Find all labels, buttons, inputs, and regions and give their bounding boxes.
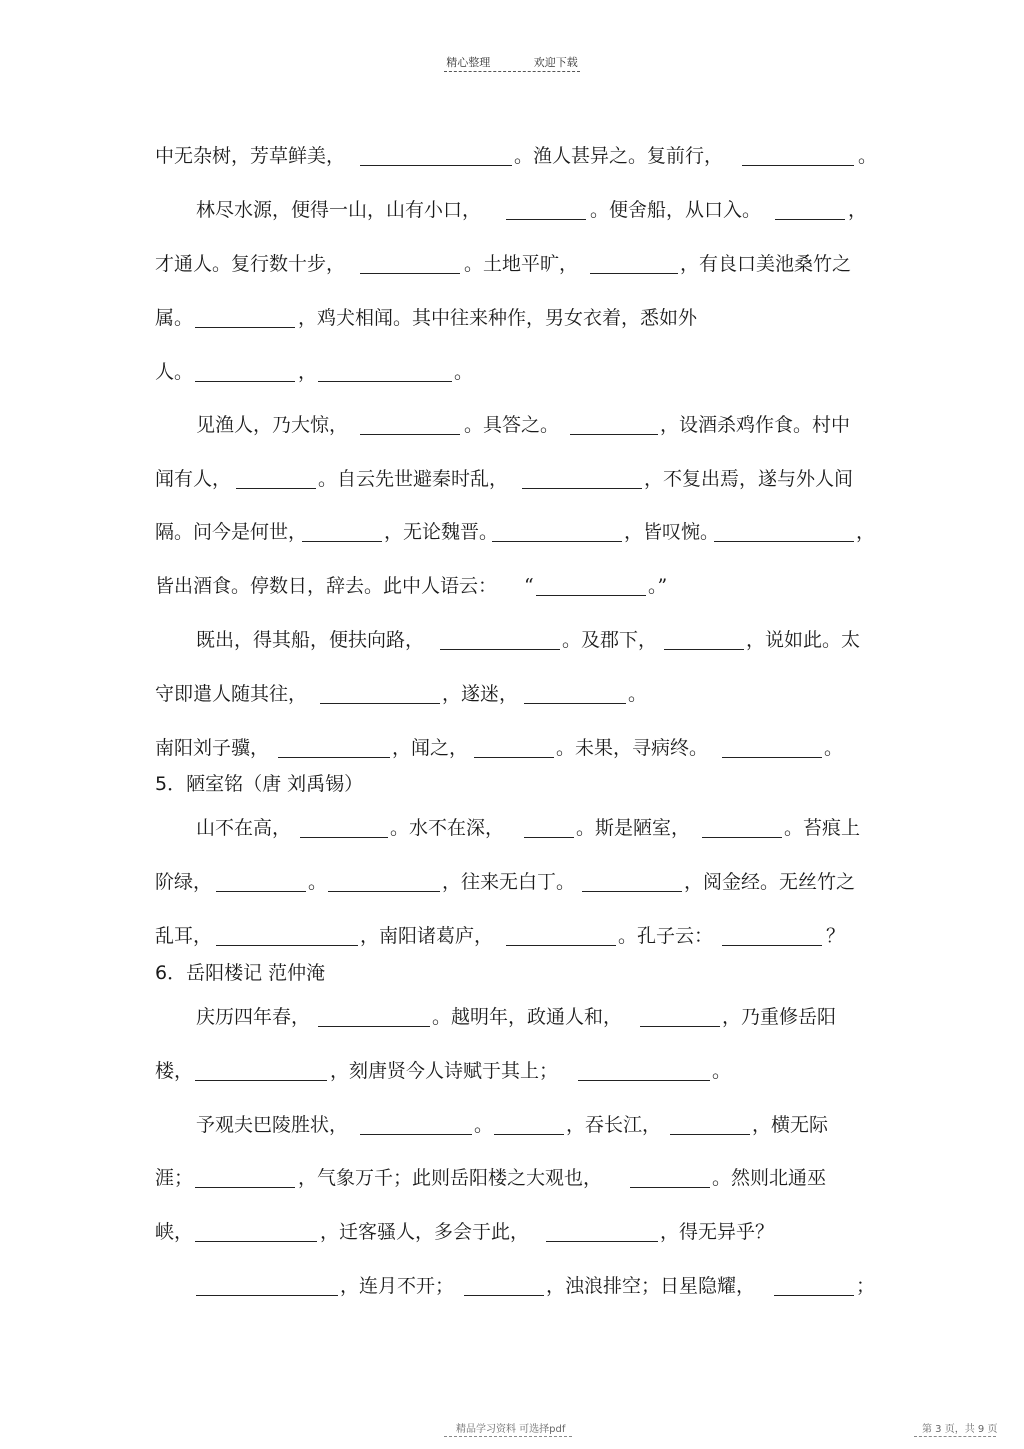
text-segment: 。水不在深， (390, 817, 505, 839)
section-heading-6: 6．岳阳楼记 范仲淹 (155, 962, 326, 984)
text-segment: ，浊浪排空；日星隐耀， (546, 1275, 756, 1297)
fill-blank[interactable] (640, 1026, 720, 1027)
text-segment: ，阅金经。无丝竹之 (684, 871, 856, 893)
text-segment: 。然则北通巫 (712, 1167, 827, 1189)
text-segment: 。斯是陋室， (576, 817, 691, 839)
fill-blank[interactable] (195, 381, 295, 382)
fill-blank[interactable] (360, 273, 460, 274)
fill-blank[interactable] (318, 1026, 430, 1027)
text-segment: 。” (648, 575, 668, 597)
text-segment: 。土地平旷， (464, 253, 579, 275)
fill-blank[interactable] (328, 891, 440, 892)
text-segment: 。未果，寻病终。 (556, 737, 709, 759)
header-left-text: 精心整理 (446, 56, 491, 69)
fill-blank[interactable] (195, 1080, 327, 1081)
text-segment: 庆历四年春， (196, 1006, 311, 1028)
text-segment: 。 (454, 361, 474, 383)
fill-blank[interactable] (195, 1241, 317, 1242)
text-segment: 峡， (155, 1221, 194, 1243)
text-segment: ， (856, 521, 876, 543)
fill-blank[interactable] (546, 1241, 658, 1242)
text-segment: 。渔人甚异之。复前行， (514, 145, 724, 167)
page-number: 第 3 页，共 9 页 (922, 1424, 998, 1435)
text-segment: 。越明年，政通人和， (432, 1006, 623, 1028)
text-segment: 。具答之。 (464, 414, 560, 436)
fill-blank[interactable] (196, 1295, 338, 1296)
footer-divider-left (444, 1436, 572, 1437)
fill-blank[interactable] (524, 837, 574, 838)
text-segment: 。 (474, 1114, 494, 1136)
text-segment: ， (298, 361, 318, 383)
text-segment: ，连月不开； (340, 1275, 455, 1297)
fill-blank[interactable] (722, 945, 822, 946)
text-segment: ，得无异乎？ (660, 1221, 775, 1243)
text-segment: 守即遣人随其往， (155, 683, 308, 705)
text-segment: 既出，得其船，便扶向路， (196, 629, 425, 651)
text-segment: ，刻唐贤今人诗赋于其上； (330, 1060, 559, 1082)
text-segment: ，往来无白丁。 (442, 871, 576, 893)
fill-blank[interactable] (630, 1187, 710, 1188)
text-segment: 闻有人， (155, 468, 232, 490)
text-segment: 山不在高， (196, 817, 292, 839)
fill-blank[interactable] (360, 1134, 472, 1135)
fill-blank[interactable] (524, 703, 626, 704)
page-header (0, 54, 1024, 70)
text-segment: ？ (826, 925, 846, 947)
text-segment: ； (856, 1275, 876, 1297)
text-segment: 楼， (155, 1060, 194, 1082)
fill-blank[interactable] (300, 837, 388, 838)
text-segment: ，遂迷， (442, 683, 519, 705)
fill-blank[interactable] (440, 649, 560, 650)
text-segment: 中无杂树，芳草鲜美， (155, 145, 346, 167)
text-segment: ，鸡犬相闻。其中往来种作，男女衣着，悉如外 (298, 307, 698, 329)
text-segment: 见渔人，乃大惊， (196, 414, 349, 436)
fill-blank[interactable] (570, 434, 658, 435)
fill-blank[interactable] (506, 945, 616, 946)
text-segment: 。自云先世避秦时乱， (318, 468, 509, 490)
text-segment: 。 (824, 737, 844, 759)
header-right-text: 欢迎下载 (533, 56, 578, 69)
footer-left-text: 精品学习资料 可选择pdf (456, 1424, 566, 1435)
footer-divider-right (914, 1436, 996, 1437)
text-segment: 。苔痕上 (784, 817, 861, 839)
fill-blank[interactable] (774, 1295, 854, 1296)
text-segment: 。孔子云： (618, 925, 714, 947)
text-segment: 。便舍船，从口入。 (590, 199, 762, 221)
fill-blank[interactable] (236, 488, 316, 489)
fill-blank[interactable] (474, 757, 554, 758)
fill-blank[interactable] (360, 165, 512, 166)
fill-blank[interactable] (582, 891, 682, 892)
fill-blank[interactable] (522, 488, 642, 489)
text-segment: 才通人。复行数十步， (155, 253, 346, 275)
fill-blank[interactable] (702, 837, 782, 838)
text-segment: 。 (308, 871, 328, 893)
text-segment: 。及郡下， (562, 629, 658, 651)
fill-blank[interactable] (492, 541, 622, 542)
fill-blank[interactable] (536, 595, 646, 596)
fill-blank[interactable] (494, 1134, 564, 1135)
fill-blank[interactable] (302, 541, 382, 542)
text-segment: 涯； (155, 1167, 194, 1189)
text-segment: ，不复出焉，遂与外人间 (644, 468, 854, 490)
text-segment: 乱耳， (155, 925, 213, 947)
section-heading-5: 5．陋室铭（唐 刘禹锡） (155, 773, 364, 795)
fill-blank[interactable] (714, 541, 854, 542)
fill-blank[interactable] (464, 1295, 544, 1296)
fill-blank[interactable] (664, 649, 744, 650)
text-segment: ， (848, 199, 868, 221)
text-segment: ，横无际 (752, 1114, 829, 1136)
text-segment: ，说如此。太 (746, 629, 861, 651)
fill-blank[interactable] (318, 381, 452, 382)
text-segment: ，闻之， (392, 737, 469, 759)
text-segment: 隔。问今是何世， (155, 521, 308, 543)
text-segment: 阶绿， (155, 871, 213, 893)
text-segment: ，南阳诸葛庐， (360, 925, 494, 947)
fill-blank[interactable] (670, 1134, 750, 1135)
fill-blank[interactable] (578, 1080, 710, 1081)
text-segment: 属。 (155, 307, 194, 329)
fill-blank[interactable] (216, 891, 306, 892)
text-segment: ，乃重修岳阳 (722, 1006, 837, 1028)
text-segment: 。 (712, 1060, 732, 1082)
text-segment: ，气象万千；此则岳阳楼之大观也， (298, 1167, 603, 1189)
text-segment: ，迁客骚人，多会于此， (320, 1221, 530, 1243)
fill-blank[interactable] (360, 434, 460, 435)
text-segment: ，无论魏晋。 (384, 521, 499, 543)
fill-blank[interactable] (506, 219, 586, 220)
text-segment: 南阳刘子骥， (155, 737, 270, 759)
fill-blank[interactable] (195, 327, 295, 328)
fill-blank[interactable] (722, 757, 822, 758)
text-segment: ，设酒杀鸡作食。村中 (660, 414, 851, 436)
text-segment: “ (524, 575, 534, 597)
text-segment: 林尽水源，便得一山，山有小口， (196, 199, 482, 221)
fill-blank[interactable] (775, 219, 845, 220)
fill-blank[interactable] (278, 757, 390, 758)
fill-blank[interactable] (590, 273, 678, 274)
text-segment: 人。 (155, 361, 194, 383)
header-divider (444, 71, 580, 72)
text-segment: 。 (628, 683, 648, 705)
text-segment: 。 (858, 145, 878, 167)
text-segment: ，有良口美池桑竹之 (680, 253, 852, 275)
text-segment: ，皆叹惋。 (624, 521, 720, 543)
fill-blank[interactable] (742, 165, 854, 166)
fill-blank[interactable] (195, 1187, 295, 1188)
fill-blank[interactable] (320, 703, 440, 704)
fill-blank[interactable] (216, 945, 358, 946)
text-segment: 予观夫巴陵胜状， (196, 1114, 349, 1136)
text-segment: ，吞长江， (566, 1114, 662, 1136)
text-segment: 皆出酒食。停数日，辞去。此中人语云： (155, 575, 498, 597)
